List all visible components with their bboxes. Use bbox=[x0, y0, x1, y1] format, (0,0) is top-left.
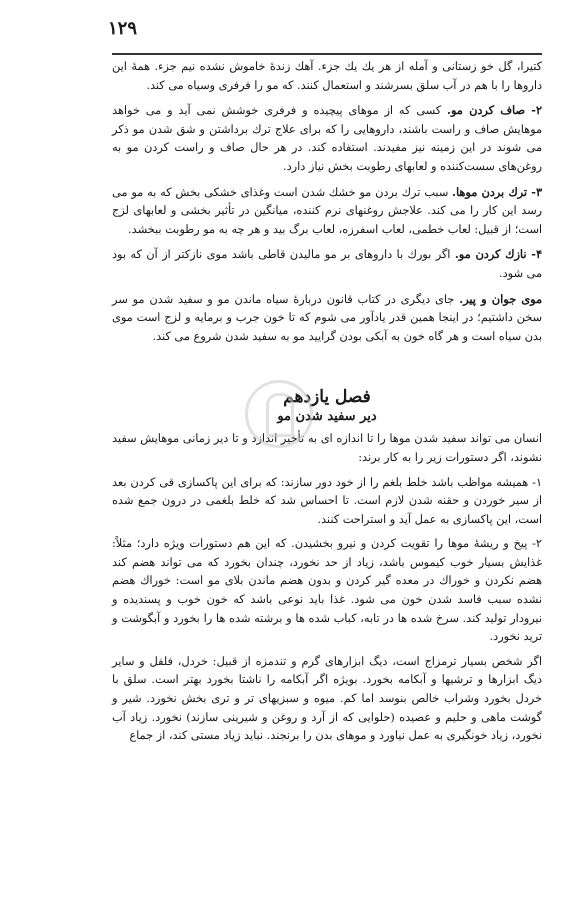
body-text bbox=[112, 58, 542, 746]
section-heading-2: ۲- صاف کردن مو. bbox=[447, 103, 542, 118]
paragraph-3 bbox=[112, 183, 542, 240]
section-text-2: کسی که از موهای پیچیده و فرفری خوشش نمی آید و می خواهد موهایش صاف و راست باشند، داروهایی را که برای علاج ترك برداشتن و شق شدن مو ذکر می شوند در این زمینه نیز مفیدند. استفاده کند. در هر حال صاف و راست کردن مو به روغن‌های سست‌کننده و لعابهای رطوبت بخش نیاز دارد. bbox=[112, 104, 542, 173]
paragraph-4 bbox=[112, 245, 542, 283]
paragraph-5 bbox=[112, 290, 542, 347]
paragraph-7: ۱- همیشه مواظب باشد خلط بلغم را از خود دور سازند: که برای این پاکسازی قی کردن بعد از سیر خوردن و حقنه شدن لازم است. تا احساس شد که خلط بلغمی در درون جمع شده است، این پاکسازی به عمل آید و استراحت کنند. bbox=[112, 475, 542, 526]
section-heading-4: ۴- نازك كردن مو. bbox=[454, 247, 543, 262]
paragraph-1: کتیرا، گل خو زستانی و آمله از هر یك یك جزء. آهك زندهٔ خاموش نشده نیم جزء. همهٔ این داروها را با هم در آب سلق بسرشند و استعمال کنند. که مو را فرفری وسیاه می کند. bbox=[112, 60, 542, 92]
page-number: ۱۲۹ bbox=[108, 18, 138, 39]
section-text-5: جای دیگری در کتاب قانون دربارهٔ سیاه ماندن مو و سفید شدن مو سر سخن داشتیم؛ در اینجا همین قدر یادآور می شوم که تا خون جرب و برمایه و لزج است موی بدن سیاه است و هر گاه خون به آبکی بودن گرایید مو به سفید شدن شروع می کند. bbox=[112, 292, 542, 343]
section-text-3: سبب ترك بردن مو خشك شدن است وغذای خشکی بخش که به مو می رسد این کار را می کند. علاجش روغنهای نرم کننده، میانگین در تأثیر بخشی و لعابهای لزج است؛ از قبیل: لعاب خطمی، لعاب اسفرزه، لعاب برگ بید و هر چه به مو رطوبت ببخشد. bbox=[112, 185, 542, 236]
paragraph-2 bbox=[112, 101, 542, 176]
chapter-title: فصل یازدهم bbox=[283, 387, 371, 408]
paragraph-9: اگر شخص بسیار ترمزاج است، دیگ ابزارهای گرم و تندمزه از قبیل: خردل، فلفل و سایر دیگ ابزارها و ترشیها و آبکامه بخورد. بویژه اگر آبکامه را ناشتا بخورد بهتر است. سلق با خردل بخورد وشراب خالص بنوسد اما کم. میوه و سبزیهای تر و تری بخش نخورد. شیر و گوشت ماهی و حلیم و عصیده (حلوایی که از آرد و روغن و شیرینی سازند) نخورد. زیاد آب نخورد، زیاد خونگیری به عمل نیاورد و موهای بدن را برنجند. نباید زیاد مستی کند، از جماع bbox=[112, 654, 542, 743]
section-text-4: اگر بورك با داروهای بر مو مالیدن قاطی باشد موی نازکتر از آن که بود می شود. bbox=[112, 248, 542, 280]
section-heading-5: موی جوان و پیر. bbox=[459, 291, 542, 306]
chapter-subtitle: دیر سفید شدن مو bbox=[277, 409, 377, 425]
paragraph-8: ۲- پیخ و ریشهٔ موها را تقویت کردن و نیرو بخشیدن. که این هم دستورات ویژه دارد؛ مثلاً: غذایش بسیار خوب کیموس باشد، زیاد از حد نخورد، چندان بخورد که می تواند هضم کند هضم نکردن و خوراك در معده گیر کردن و بدون هضم ماندن بلای مو است: خوراك هضم نشده سبب فاسد شدن خون می شود. غذا باید نوعی باشد که خون خوب و پسندیده و نیرودار تولید کند. سرخ شده ها در تابه، کباب شده ها و برشته شده ها را بخورد و آبگوشت و ترید نخورد. bbox=[112, 537, 542, 644]
paragraph-6: انسان می تواند سفید شدن موها را تا اندازه ای به تأخیر اندازد و تا دیر زمانی موهایش سفید نشوند، اگر دستورات زیر را به کار برند: bbox=[112, 432, 542, 464]
watermark-seal bbox=[245, 380, 313, 448]
section-heading-3: ۳- ترك بردن موها. bbox=[452, 184, 543, 199]
header-rule bbox=[112, 53, 542, 55]
